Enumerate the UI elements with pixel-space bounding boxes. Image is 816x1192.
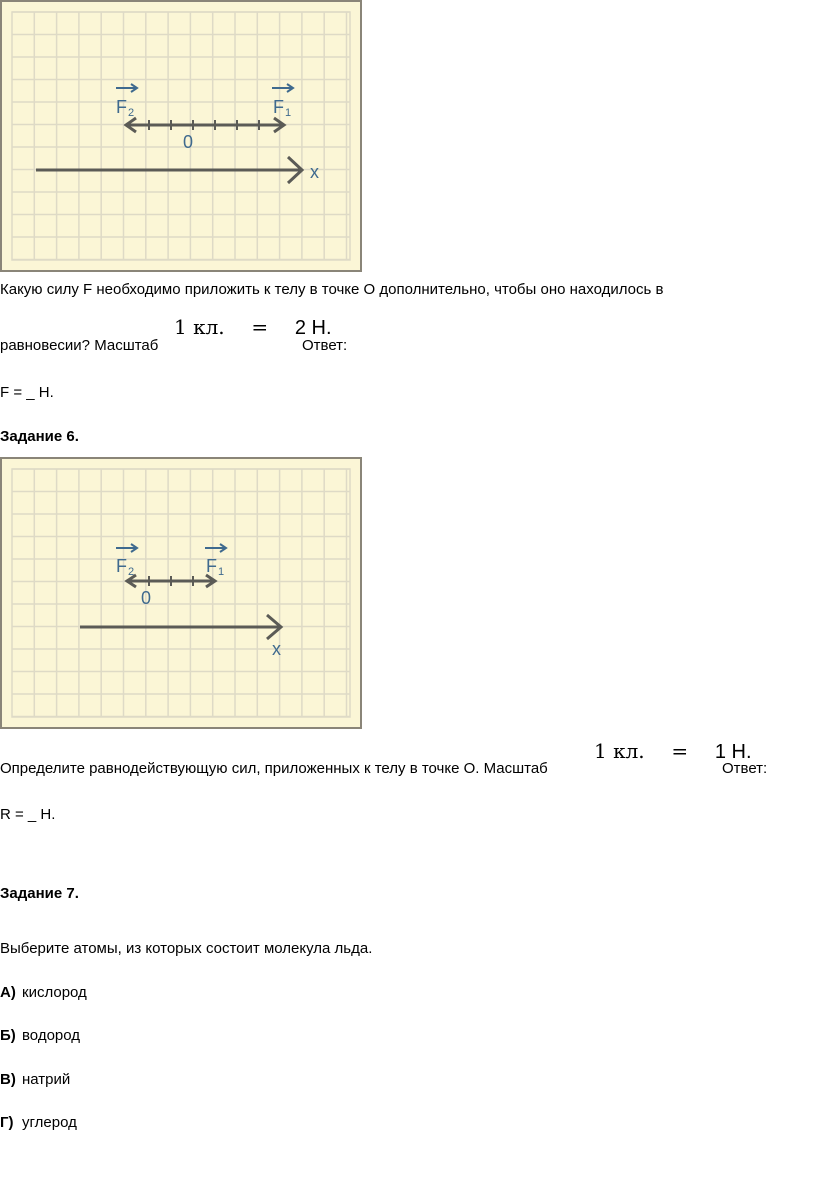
scale-left: 1 кл.	[174, 315, 225, 339]
grid-background	[1, 1, 361, 271]
task6-answer-label: Ответ:	[722, 760, 768, 777]
x-axis-label: x	[272, 639, 281, 659]
option-d[interactable]	[0, 1114, 77, 1132]
option-letter: Г)	[0, 1114, 14, 1131]
task7-question: Выберите атомы, из которых состоит молекула льда.	[0, 940, 373, 957]
f1-subscript: 1	[218, 566, 225, 578]
option-text: кислород	[22, 984, 87, 1001]
option-c[interactable]	[0, 1071, 70, 1089]
task5-answer-line: F = _ Н.	[0, 384, 54, 401]
scale-equals: =	[251, 315, 269, 339]
f1-label: F	[206, 556, 217, 576]
scale-right: 1 Н.	[714, 741, 752, 763]
scale-right: 2 Н.	[294, 317, 332, 339]
task5-question-line2: равновесии? Масштаб	[0, 337, 159, 354]
force-diagram-task6	[0, 457, 362, 729]
option-text: натрий	[22, 1071, 71, 1088]
option-letter: В)	[0, 1071, 16, 1088]
task5-question-line1: Какую силу F необходимо приложить к телу в точке O дополнительно, чтобы оно находилось в	[0, 281, 664, 298]
x-axis-label: x	[310, 162, 319, 182]
task5-scale-formula	[174, 316, 332, 339]
f2-subscript: 2	[128, 107, 135, 119]
f2-label: F	[116, 97, 127, 117]
f2-label: F	[116, 556, 127, 576]
task5-answer-label: Ответ:	[302, 337, 348, 354]
option-b[interactable]	[0, 1027, 80, 1045]
option-text: углерод	[22, 1114, 77, 1131]
scale-left: 1 кл.	[594, 739, 645, 763]
f1-label: F	[273, 97, 284, 117]
task6-question: Определите равнодействующую сил, приложенных к телу в точке О. Масштаб	[0, 760, 548, 777]
option-letter: Б)	[0, 1027, 16, 1044]
option-letter: А)	[0, 984, 16, 1001]
force-diagram-task5	[0, 0, 362, 272]
task6-heading: Задание 6.	[0, 428, 79, 445]
origin-label: 0	[141, 588, 152, 608]
option-a[interactable]	[0, 984, 87, 1002]
option-text: водород	[22, 1027, 81, 1044]
task7-heading: Задание 7.	[0, 885, 79, 902]
origin-label: 0	[183, 132, 194, 152]
task6-answer-line: R = _ Н.	[0, 806, 56, 823]
f1-subscript: 1	[285, 107, 292, 119]
grid-background	[1, 458, 361, 728]
scale-equals: =	[671, 739, 689, 763]
f2-subscript: 2	[128, 566, 135, 578]
